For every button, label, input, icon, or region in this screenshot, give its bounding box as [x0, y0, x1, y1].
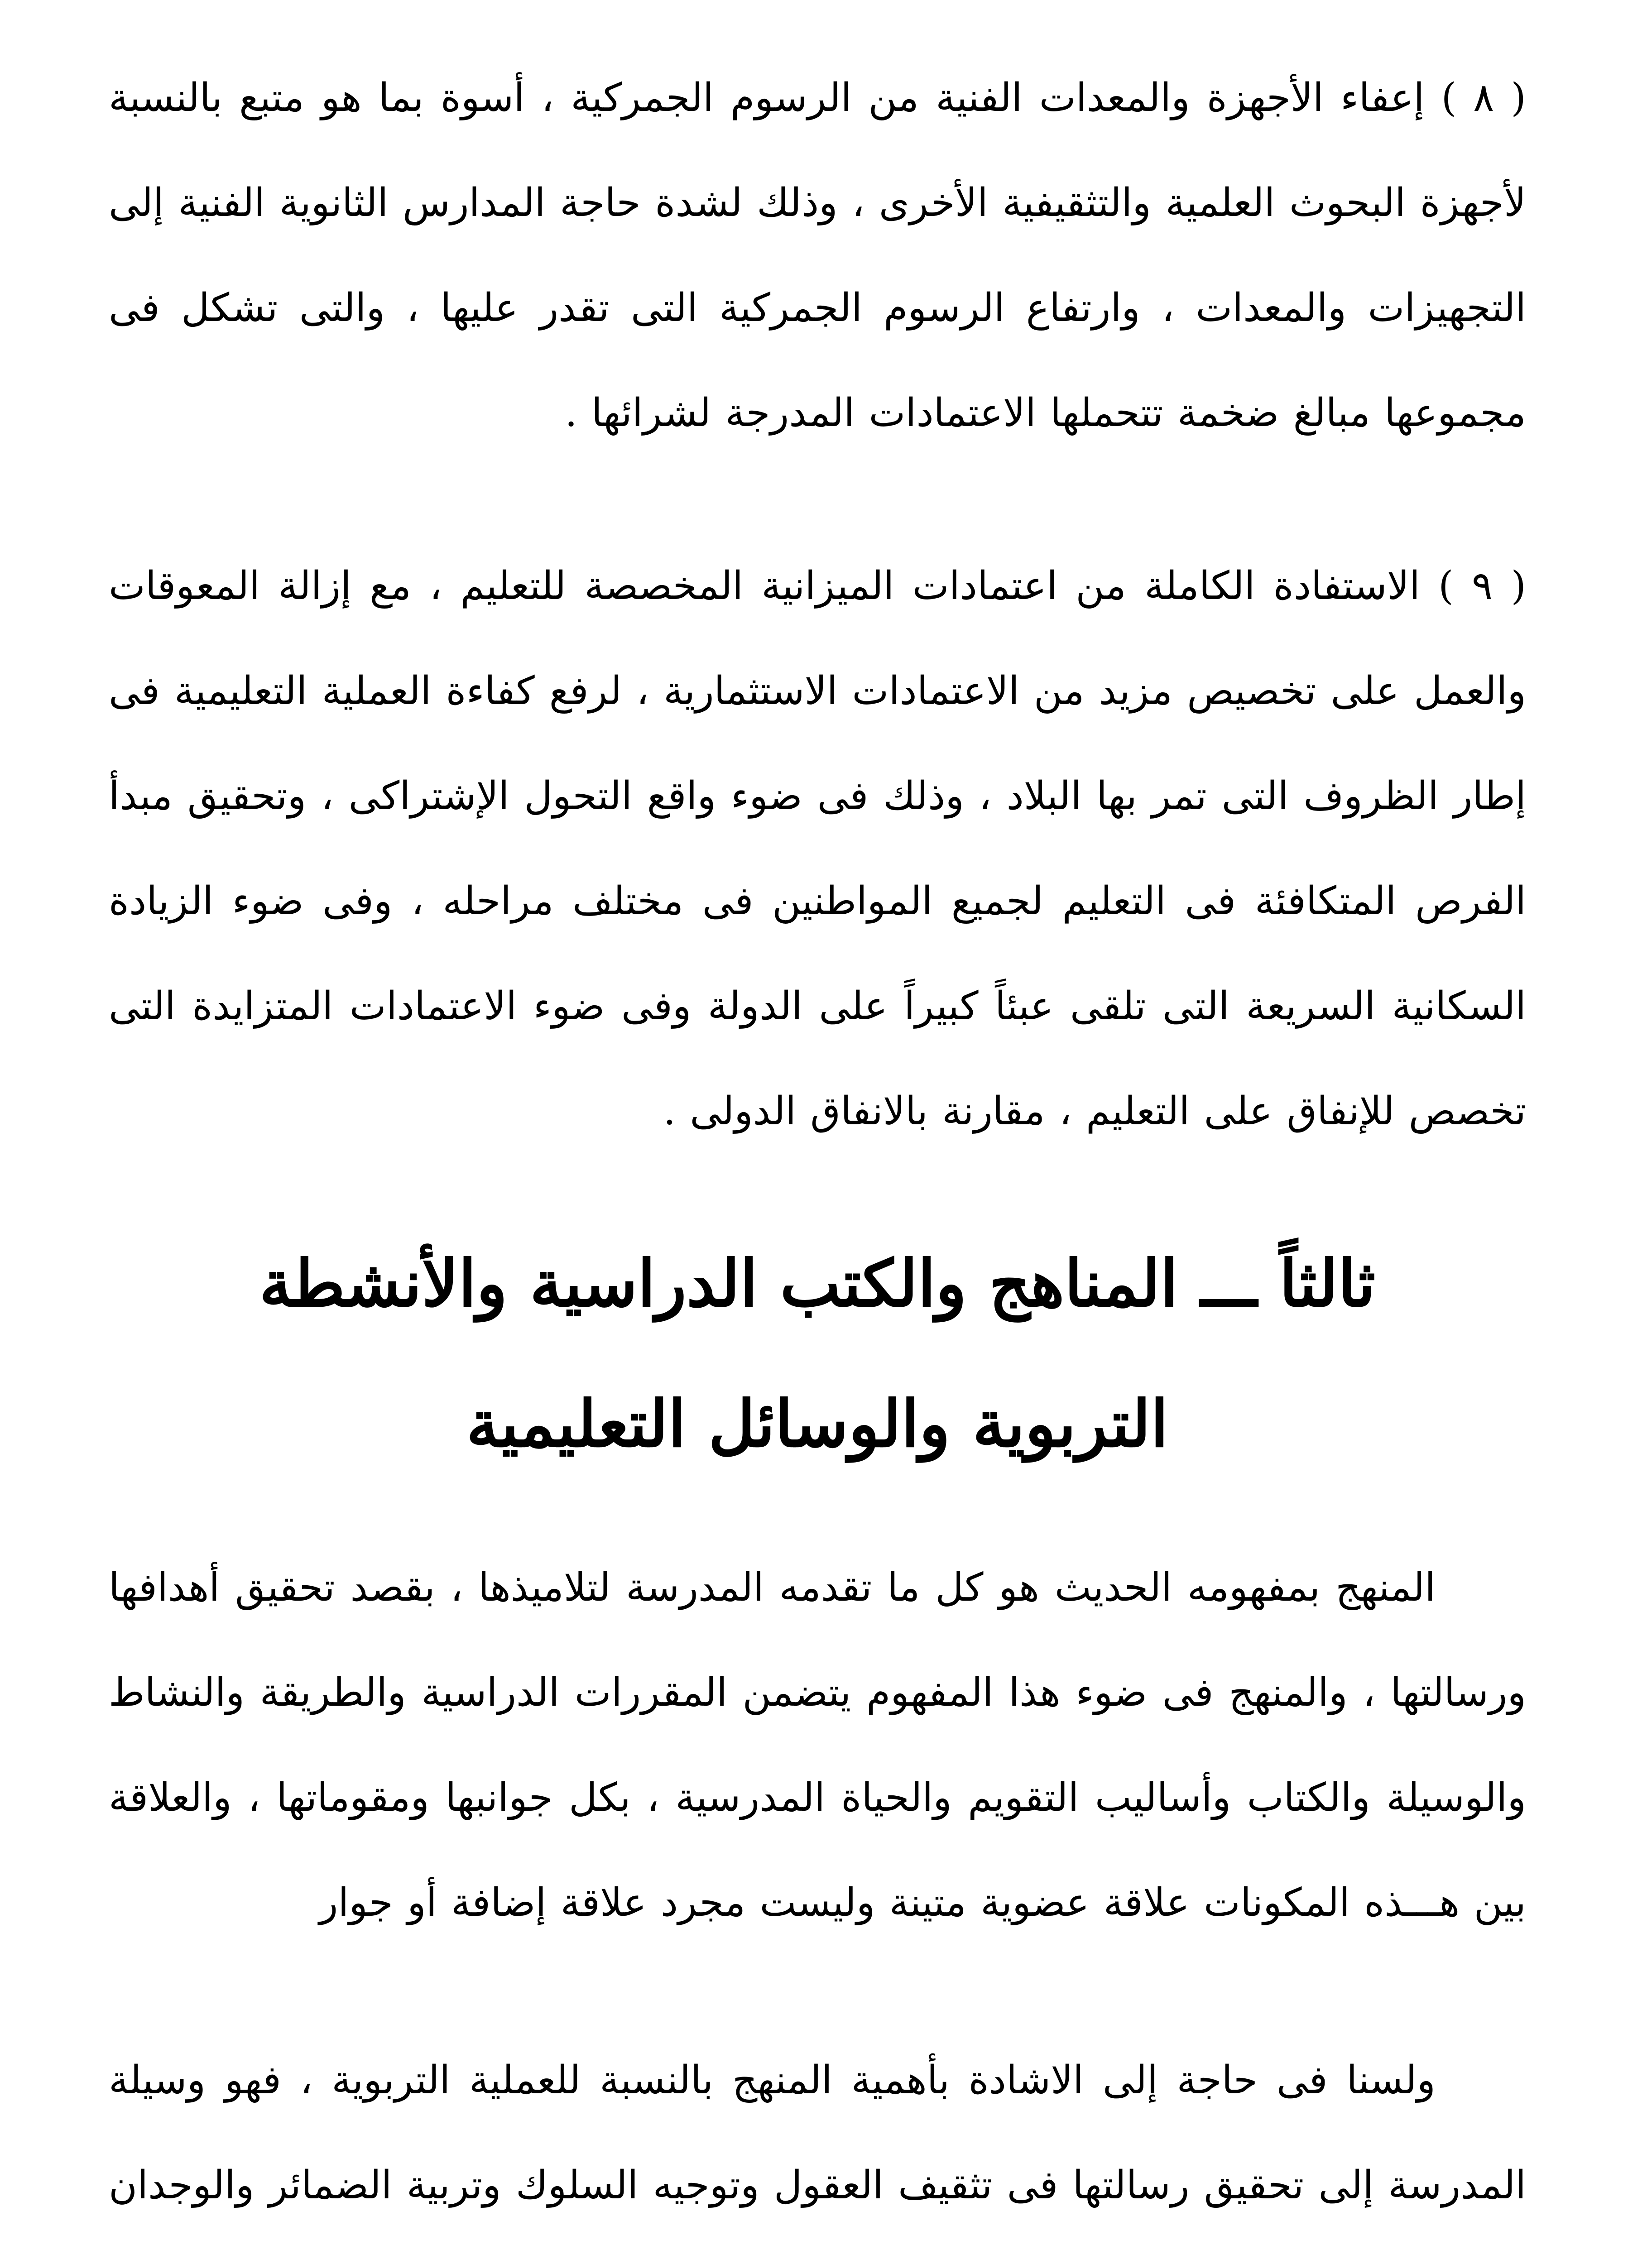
list-item-9: ( ٩ ) الاستفادة الكاملة من اعتمادات الميزانية المخصصة للتعليم ، مع إزالة المعوقات والعمل على تخصيص مزيد من الاعتمادات الاستثمارية ، لرفع كفاءة العملية التعليمية فى إطار الظروف التى تمر بها البلاد ، وذلك فى ضوء واقع التحول الإشتراكى ، وتحقيق مبدأ الفرص المتكافئة فى التعليم لجميع المواطنين فى مختلف مراحله ، وفى ضوء الزيادة السكانية السريعة التى تلقى عبئاً كبيراً على الدولة وفى ضوء الاعتمادات المتزايدة التى تخصص للإنفاق على التعليم ، مقارنة بالانفاق الدولى . — [109, 563, 1526, 1134]
section-heading-line-2: التربوية والوسائل التعليمية — [466, 1386, 1169, 1462]
list-item-8: ( ٨ ) إعفاء الأجهزة والمعدات الفنية من الرسوم الجمركية ، أسوة بما هو متبع بالنسبة لأجهزة البحوث العلمية والتثقيفية الأخرى ، وذلك لشدة حاجة المدارس الثانوية الفنية إلى التجهيزات والمعدات ، وارتفاع الرسوم الجمركية التى تقدر عليها ، والتى تشكل فى مجموعها مبالغ ضخمة تتحملها الاعتمادات المدرجة لشرائها . — [109, 75, 1526, 436]
paragraph-curriculum-importance: ولسنا فى حاجة إلى الاشادة بأهمية المنهج بالنسبة للعملية التربوية ، فهو وسيلة المدرسة إلى تحقيق رسالتها فى تثقيف العقول وتوجيه السلوك وتربية الضمائر والوجدان — [109, 2058, 1526, 2208]
document-page — [109, 45, 1526, 2264]
section-heading — [109, 1214, 1526, 1494]
section-heading-line-1: ثالثاً ـــ المناهج والكتب الدراسية والأنشطة — [259, 1246, 1376, 1321]
paragraph-curriculum-definition: المنهج بمفهومه الحديث هو كل ما تقدمه المدرسة لتلاميذها ، بقصد تحقيق أهدافها ورسالتها ، والمنهج فى ضوء هذا المفهوم يتضمن المقررات الدراسية والطريقة والنشاط والوسيلة والكتاب وأساليب التقويم والحياة المدرسية ، بكل جوانبها ومقوماتها ، والعلاقة بين هـــذه المكونات علاقة عضوية متينة وليست مجرد علاقة إضافة أو جوار — [109, 1565, 1526, 1925]
